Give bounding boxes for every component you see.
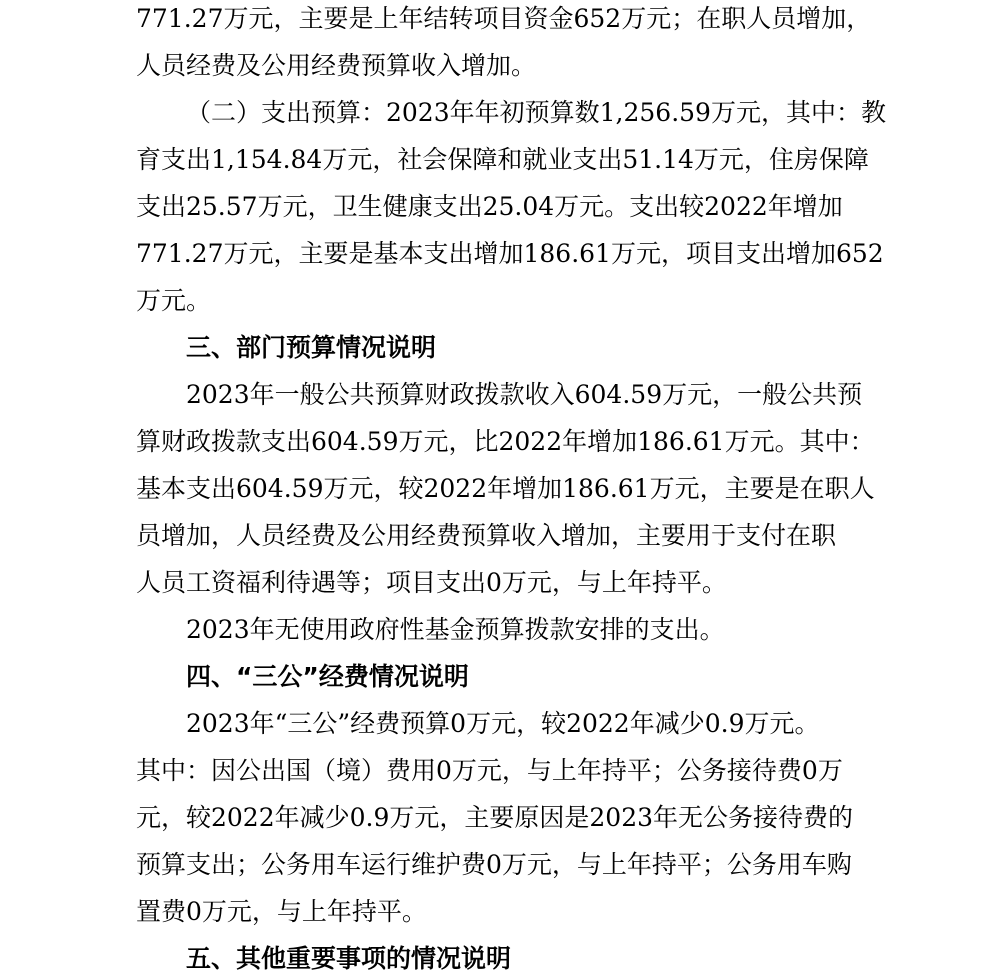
text-line: 人员经费及公用经费预算收入增加。 <box>136 51 537 80</box>
text-line: 算财政拨款支出604.59万元，比2022年增加186.61万元。其中： <box>136 427 875 456</box>
text-line: 771.27万元，主要是上年结转项目资金652万元；在职人员增加， <box>136 4 872 33</box>
text-line: 2023年一般公共预算财政拨款收入604.59万元，一般公共预 <box>186 380 863 409</box>
section-heading: 四、“三公”经费情况说明 <box>186 662 469 691</box>
section-heading: 三、部门预算情况说明 <box>186 333 437 362</box>
text-line: 其中：因公出国（境）费用0万元，与上年持平；公务接待费0万 <box>136 756 843 785</box>
text-line: 2023年“三公”经费预算0万元，较2022年减少0.9万元。 <box>186 709 820 738</box>
text-line: 771.27万元，主要是基本支出增加186.61万元，项目支出增加652 <box>136 239 884 268</box>
text-line: 人员工资福利待遇等；项目支出0万元，与上年持平。 <box>136 568 727 597</box>
text-line: 支出25.57万元，卫生健康支出25.04万元。支出较2022年增加 <box>136 192 843 221</box>
text-line: 元，较2022年减少0.9万元，主要原因是2023年无公务接待费的 <box>136 803 854 832</box>
text-line: 员增加，人员经费及公用经费预算收入增加，主要用于支付在职 <box>136 521 837 550</box>
text-line: 预算支出；公务用车运行维护费0万元，与上年持平；公务用车购 <box>136 850 852 879</box>
text-line: 置费0万元，与上年持平。 <box>136 897 427 926</box>
section-heading: 五、其他重要事项的情况说明 <box>186 944 512 973</box>
text-line: （二）支出预算：2023年年初预算数1,256.59万元，其中：教 <box>186 98 886 127</box>
text-line: 万元。 <box>136 286 212 315</box>
text-line: 育支出1,154.84万元，社会保障和就业支出51.14万元，住房保障 <box>136 145 869 174</box>
text-line: 基本支出604.59万元，较2022年增加186.61万元，主要是在职人 <box>136 474 875 503</box>
text-line: 2023年无使用政府性基金预算拨款安排的支出。 <box>186 615 725 644</box>
